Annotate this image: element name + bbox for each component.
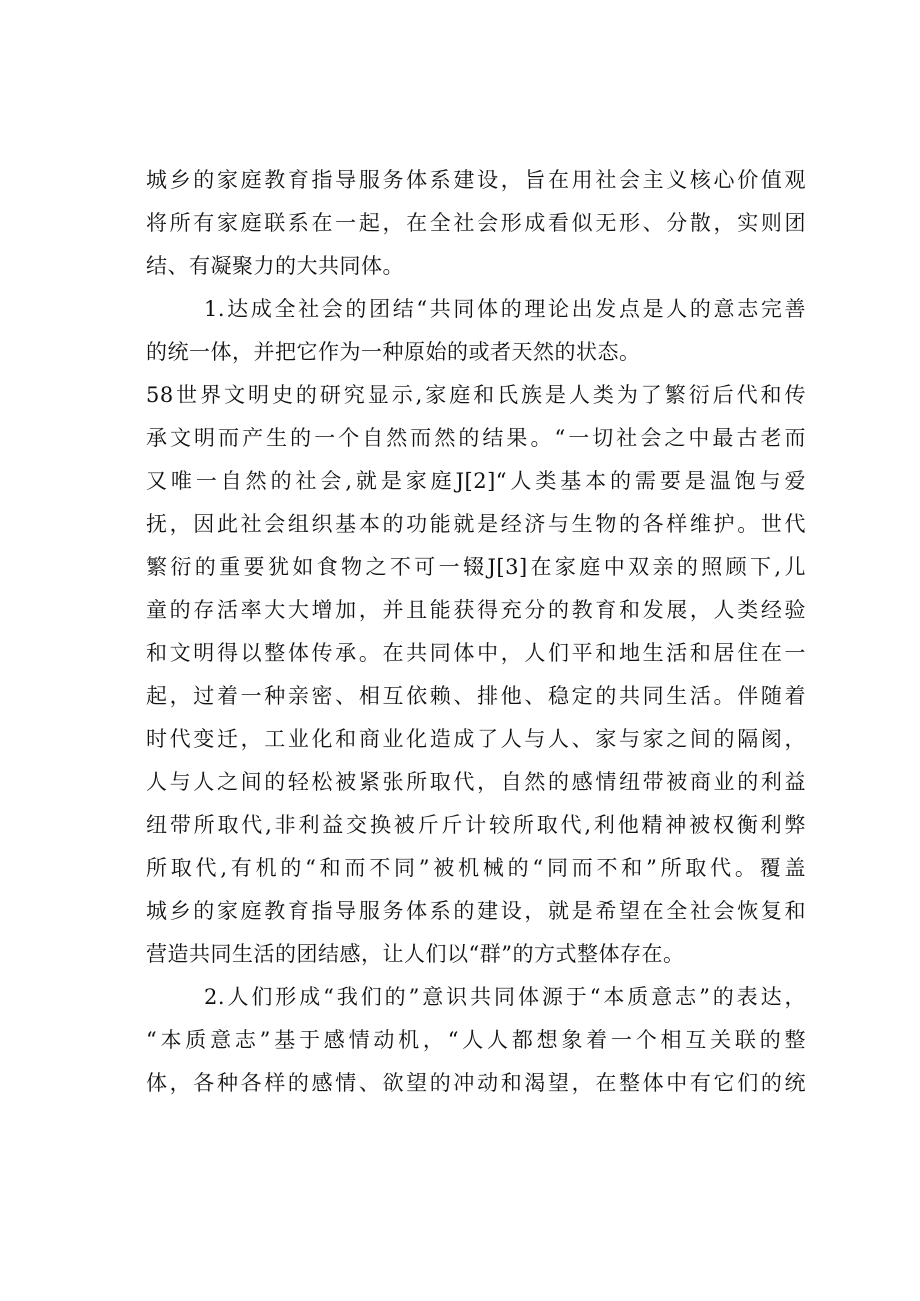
- text-line: 童的存活率大大增加，并且能获得充分的教育和发展，人类经验: [146, 598, 806, 622]
- text-line: 58世界文明史的研究显示,家庭和氏族是人类为了繁衍后代和传: [146, 383, 806, 407]
- text-line: 时代变迁，工业化和商业化造成了人与人、家与家之间的隔阂，: [146, 727, 806, 751]
- body-text: [146, 159, 806, 1105]
- text-line: 又唯一自然的社会,就是家庭J[2]“人类基本的需要是温饱与爱: [146, 469, 806, 493]
- text-line: 1.达成全社会的团结“共同体的理论出发点是人的意志完善: [204, 297, 806, 321]
- text-line: 结、有凝聚力的大共同体。: [146, 254, 404, 278]
- text-line: 承文明而产生的一个自然而然的结果。“一切社会之中最古老而: [146, 426, 806, 450]
- text-line: 抚，因此社会组织基本的功能就是经济与生物的各样维护。世代: [146, 512, 806, 536]
- text-line: 营造共同生活的团结感，让人们以“群”的方式整体存在。: [146, 942, 685, 966]
- text-line: 的统一体，并把它作为一种原始的或者天然的状态。: [146, 340, 641, 364]
- text-line: 繁衍的重要犹如食物之不可一辍J[3]在家庭中双亲的照顾下,儿: [146, 555, 806, 579]
- text-line: 人与人之间的轻松被紧张所取代，自然的感情纽带被商业的利益: [146, 770, 806, 794]
- text-line: 城乡的家庭教育指导服务体系的建设，就是希望在全社会恢复和: [146, 899, 806, 923]
- text-line: 所取代,有机的“和而不同”被机械的“同而不和”所取代。覆盖: [146, 856, 806, 880]
- text-line: 体，各种各样的感情、欲望的冲动和渴望，在整体中有它们的统: [146, 1071, 806, 1095]
- text-line: 和文明得以整体传承。在共同体中，人们平和地生活和居住在一: [146, 641, 806, 665]
- text-line: 将所有家庭联系在一起，在全社会形成看似无形、分散，实则团: [146, 211, 806, 235]
- text-line: 起，过着一种亲密、相互依赖、排他、稳定的共同生活。伴随着: [146, 684, 806, 708]
- text-line: “本质意志”基于感情动机，“人人都想象着一个相互关联的整: [146, 1028, 806, 1052]
- text-line: 2.人们形成“我们的”意识共同体源于“本质意志”的表达，: [204, 985, 806, 1009]
- text-line: 纽带所取代,非利益交换被斤斤计较所取代,利他精神被权衡利弊: [146, 813, 806, 837]
- text-line: 城乡的家庭教育指导服务体系建设，旨在用社会主义核心价值观: [146, 168, 806, 192]
